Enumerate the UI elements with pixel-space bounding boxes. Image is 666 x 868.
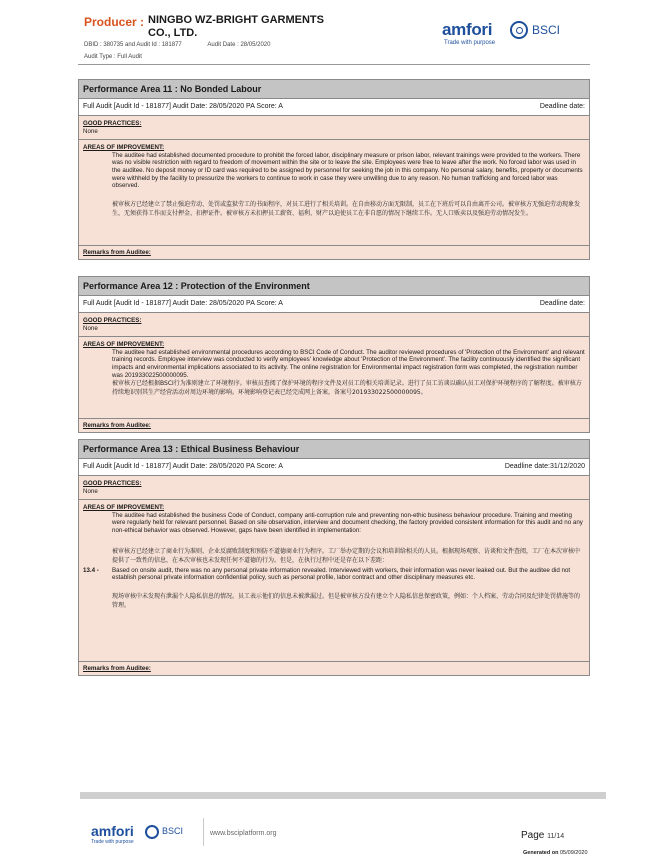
areas-of-improvement <box>79 140 589 246</box>
page-label: Page <box>521 830 545 841</box>
remarks-from-auditee <box>79 246 589 259</box>
area-body <box>79 476 589 675</box>
deadline-date: Deadline date: <box>539 103 585 110</box>
audit-type-text: Audit Type : Full Audit <box>84 54 142 60</box>
finding-number: 13.4 - <box>83 566 99 574</box>
good-practices <box>79 116 589 140</box>
good-practices-value: None <box>83 324 98 332</box>
audit-meta <box>84 42 274 48</box>
page-num: 11/14 <box>547 833 565 840</box>
page-header <box>0 0 666 70</box>
good-practices-label: GOOD PRACTICES: <box>83 480 142 487</box>
remarks-label: Remarks from Auditee: <box>83 422 151 430</box>
generated-on <box>523 850 588 856</box>
finding-english: Based on onsite audit, there was no any personal private information revealed. Interviewed with workers, their information was never leaked out. But the auditee did not establish personal private information confidential policy, such as personal profile, labor contract and other disciplinary measures etc. <box>112 566 571 582</box>
good-practices-label: GOOD PRACTICES: <box>83 317 142 324</box>
audit-line: Full Audit [Audit Id - 181877] Audit Date: 28/05/2020 PA Score: A <box>83 300 283 307</box>
aoi-english: The auditee had established environmental procedures according to BSCI Code of Conduct. The auditor reviewed procedures of 'Protection of the Environment' and relevant training records. Employee interview was conducted to verify employees' knowledge about 'Protection of the Environment'. The facility continuously identified the significant impacts and environmental implications associated to its activity. The online registration for Environmental impact registration form was completed, the registration number was 201933022500000095. <box>112 348 585 379</box>
producer-name: NINGBO WZ-BRIGHT GARMENTS CO., LTD. <box>148 14 324 39</box>
page-number <box>521 830 564 841</box>
footer-logo-bsci: BSCI <box>162 826 184 836</box>
remarks-from-auditee <box>79 662 589 675</box>
deadline-date: Deadline date:31/12/2020 <box>504 463 585 470</box>
good-practices-value: None <box>83 487 98 495</box>
good-practices <box>79 313 589 337</box>
amfori-bsci-logo <box>442 20 562 50</box>
area-title: Performance Area 11 : No Bonded Labour <box>79 80 589 99</box>
generated-label: Generated on <box>523 850 559 856</box>
performance-area-13 <box>78 439 590 676</box>
footer-logo-word: amfori <box>91 823 134 839</box>
amfori-ring-icon <box>145 825 159 839</box>
finding-chinese: 现场审核中未发现有泄漏个人隐私信息的情况。员工表示他们的信息未被泄漏过。但是被审核方没有建立个人隐私信息保密政策，例如：个人档案、劳动合同及纪律处罚措施等的管理。 <box>112 592 581 609</box>
area-body <box>79 116 589 259</box>
remarks-from-auditee <box>79 419 589 432</box>
generated-date: 05/09/2020 <box>559 850 588 856</box>
audit-line: Full Audit [Audit Id - 181877] Audit Date: 28/05/2020 PA Score: A <box>83 463 283 470</box>
performance-area-11 <box>78 79 590 260</box>
aoi-label: AREAS OF IMPROVEMENT: <box>83 144 165 152</box>
header-divider <box>78 64 590 65</box>
remarks-label: Remarks from Auditee: <box>83 249 151 257</box>
dbid-text: DBID : 380735 and Audit Id : 181877 <box>84 42 182 48</box>
aoi-english: The auditee had established documented procedure to prohibit the forced labor, disciplinary measure or prison labor, relevant trainings were provided to the workers. There was no visible restriction with regard to freedom of movement within the site or to leave the site. Employees were free to leave after the work. No forced labor was used in the auditee. No deposit money or ID card was required to be assigned by personnel for seeking the job in this company. No personal salary, benefits, property or documents were withheld by the facility to pressurize the workers to continue to work in case they were unwilling due to any reason. No human trafficking and forced labor was observed. <box>112 151 583 190</box>
remarks-label: Remarks from Auditee: <box>83 665 151 673</box>
areas-of-improvement <box>79 500 589 662</box>
audit-line: Full Audit [Audit Id - 181877] Audit Date: 28/05/2020 PA Score: A <box>83 103 283 110</box>
logo-bsci: BSCI <box>532 23 561 37</box>
aoi-chinese: 被审核方已经根据BSCI行为准则建立了环境程序。审核员查阅了保护环境的程序文件及对员工的相关培训记录。进行了员工访谈以确认员工对保护环境程序的了解程度。被审核方持续地识别其生产经营活动对周边环境的影响。环境影响登记表已经完成网上备案，备案号201933022500000095。 <box>112 380 582 397</box>
aoi-label: AREAS OF IMPROVEMENT: <box>83 504 165 512</box>
footer-separator <box>203 818 204 846</box>
good-practices <box>79 476 589 500</box>
audit-info-row <box>79 459 589 476</box>
area-title: Performance Area 13 : Ethical Business Behaviour <box>79 440 589 459</box>
performance-area-12 <box>78 276 590 433</box>
deadline-date: Deadline date: <box>539 300 585 307</box>
footer-band <box>80 792 606 799</box>
area-body <box>79 313 589 432</box>
amfori-ring-icon <box>510 21 528 39</box>
logo-tagline: Trade with purpose <box>444 40 496 46</box>
aoi-english: The auditee had established the business Code of Conduct, company anti-corruption rule and preventing non-ethic business behaviour procedure. Training and meeting were regularly held for relevant personnel. Based on site observation, interview and document checking, the factory provided consistent information for this audit and no any non-ethical behavior was observed. However, gaps have been identified in implementation: <box>112 511 583 534</box>
good-practices-label: GOOD PRACTICES: <box>83 120 142 127</box>
logo-word: amfori <box>442 20 493 39</box>
producer-label: Producer : <box>84 15 145 29</box>
aoi-chinese: 被审核方已经建立了商业行为准则、企业反腐败制度和预防不道德商业行为程序。工厂举办定期的会议和培训给相关的人员。根据现场观察、访谈和文件查阅，工厂在本次审核中提供了一致性的信息，在本次审核也未发现任何不道德的行为。但是，在执行过程中还是存在以下差距： <box>112 547 581 564</box>
audit-date-text: Audit Date : 28/05/2020 <box>207 42 271 48</box>
aoi-label: AREAS OF IMPROVEMENT: <box>83 341 165 349</box>
area-title: Performance Area 12 : Protection of the Environment <box>79 277 589 296</box>
audit-info-row <box>79 99 589 116</box>
footer-logo-tagline: Trade with purpose <box>91 839 134 845</box>
finding-item <box>83 567 585 610</box>
platform-url: www.bsciplatform.org <box>210 830 277 837</box>
aoi-chinese: 被审核方已经建立了禁止强迫劳动、处罚或监狱劳工的书面程序，对员工进行了相关培训。在自由移动方面无限制，员工在下班后可以自由离开公司。被审核方无强迫劳动现象发生，无须获得工作而支付押金、扣押证件。被审核方未扣押员工薪资、福利、财产以迫使员工在非自愿的情况下继续工作。无人口贩卖以及强迫劳动情况发生。 <box>112 200 581 217</box>
good-practices-value: None <box>83 127 98 135</box>
areas-of-improvement <box>79 337 589 419</box>
audit-info-row <box>79 296 589 313</box>
footer-amfori-bsci-logo <box>91 823 201 847</box>
